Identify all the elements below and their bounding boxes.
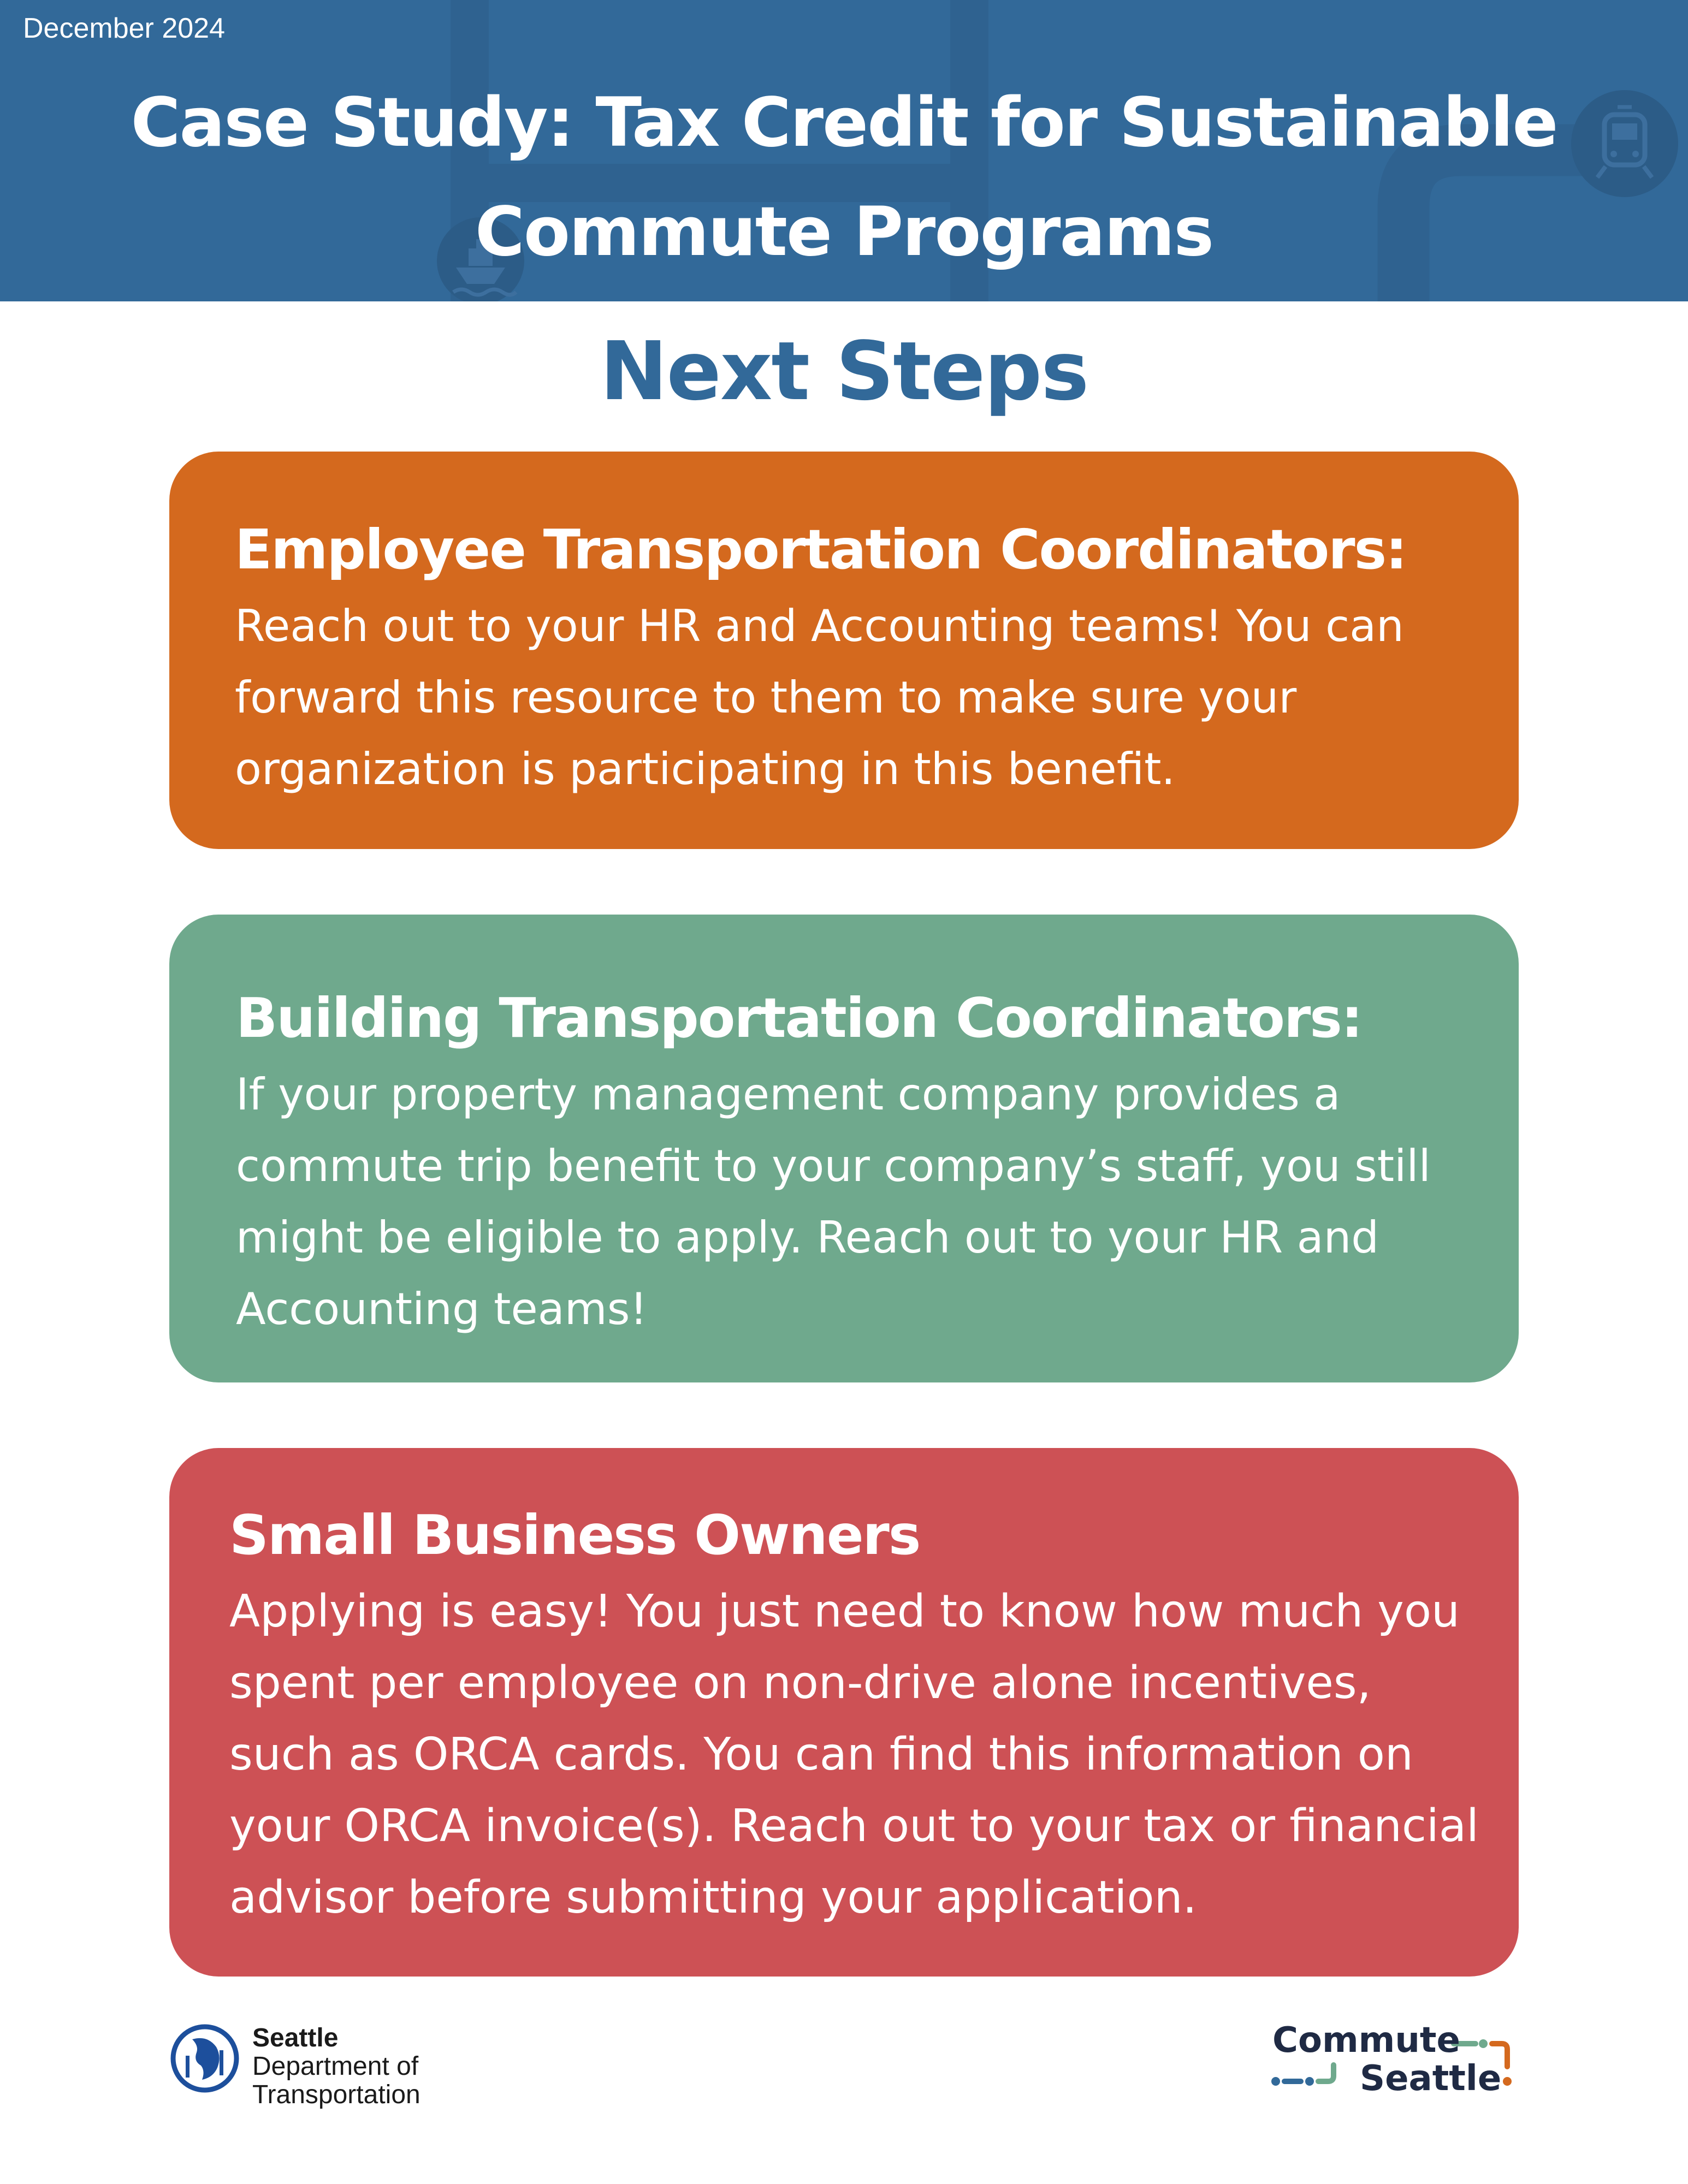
card-body-line: advisor before submitting your application.: [229, 1872, 1197, 1924]
card-small-business-owners: [169, 1448, 1519, 1977]
publication-date: December 2024: [23, 13, 225, 44]
card-body-line: Reach out to your HR and Accounting teams! You can: [235, 601, 1404, 651]
card-building-coordinators: [169, 915, 1519, 1382]
card-title: Small Business Owners: [229, 1503, 920, 1567]
card-body-line: might be eligible to apply. Reach out to your HR and: [236, 1212, 1379, 1263]
page-title: [0, 68, 1688, 287]
page-title-line-1: Case Study: Tax Credit for Sustainable: [131, 84, 1557, 162]
card-body-line: Applying is easy! You just need to know how much you: [229, 1586, 1460, 1637]
card-body-line: your ORCA invoice(s). Reach out to your tax or financial: [229, 1800, 1479, 1852]
card-body-line: Accounting teams!: [236, 1284, 648, 1334]
commute-logo-word-1: Commute: [1272, 2020, 1460, 2061]
page-title-line-2: Commute Programs: [475, 193, 1213, 271]
card-body-line: If your property management company provides a: [236, 1069, 1341, 1120]
card-body: [235, 588, 1519, 805]
sdot-logo-line-2: Department of: [252, 2052, 419, 2081]
card-body-line: commute trip benefit to your company’s staff, you still: [236, 1141, 1431, 1191]
card-title: Employee Transportation Coordinators:: [235, 518, 1407, 581]
sdot-logo-line-1: Seattle: [252, 2023, 339, 2052]
commute-logo-word-2: Seattle: [1360, 2058, 1502, 2099]
sdot-logo-line-3: Transportation: [252, 2080, 420, 2109]
card-body-line: such as ORCA cards. You can find this information on: [229, 1729, 1413, 1781]
header-banner: [0, 0, 1688, 301]
seattle-seal-icon: [169, 2023, 240, 2094]
card-title: Building Transportation Coordinators:: [236, 986, 1362, 1050]
card-body-line: forward this resource to them to make sure your: [235, 672, 1297, 723]
commute-seattle-logo: [1267, 2020, 1524, 2102]
card-body: [236, 1057, 1519, 1345]
sdot-logo-text: [252, 2024, 420, 2109]
card-body-line: organization is participating in this benefit.: [235, 744, 1175, 794]
section-title: Next Steps: [600, 324, 1088, 418]
card-employee-coordinators: [169, 452, 1519, 849]
card-body-line: spent per employee on non-drive alone incentives,: [229, 1657, 1371, 1709]
card-body: [229, 1574, 1519, 1933]
